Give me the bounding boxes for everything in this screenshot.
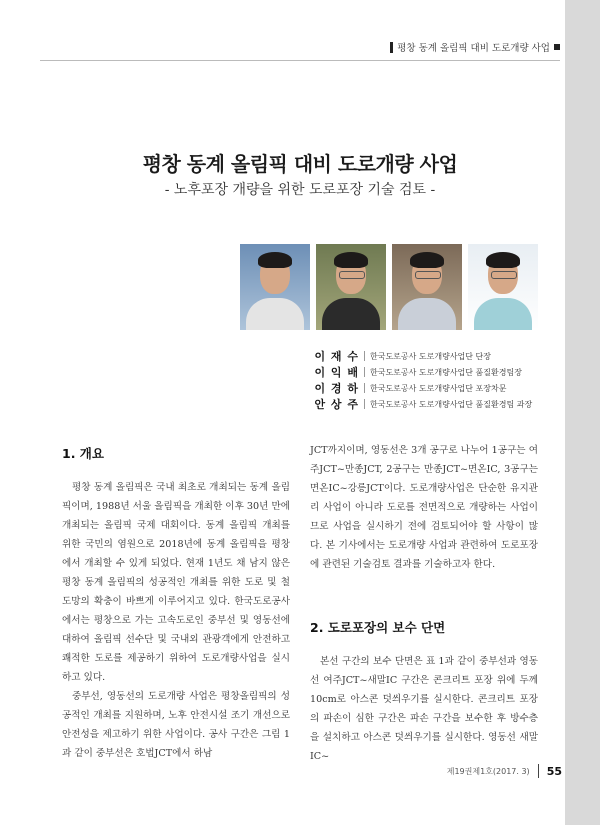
issue-label: 제19권제1호(2017. 3) [446, 766, 530, 776]
running-header [390, 40, 560, 54]
author-name: 이 경 하 [314, 382, 359, 395]
body-paragraph: JCT까지이며, 영동선은 3개 공구로 나누어 1공구는 여주JCT~만종JCT, 2공구는 만종JCT~면온IC, 3공구는 면온IC~강릉JCT이다. 도로개량사업은 단순한 유지관리 사업이 아니라 도로를 전면적으로 개량하는 사업이므로 사업을 실시하기 전에 검토되어야 할 사항이 많다. 본 기사에서는 도로개량 사업과 관련하여 도로포장에 관련된 기술검토 결과를 기술하고자 한다. [310, 445, 538, 570]
author-photo [240, 244, 310, 330]
section-1-heading: 1. 개요 [62, 446, 104, 461]
author-separator [364, 399, 365, 409]
page-number: 55 [546, 764, 562, 778]
section-2-heading: 2. 도로포장의 보수 단면 [310, 620, 446, 635]
author-separator [364, 367, 365, 377]
author-photo [392, 244, 462, 330]
author-affiliation: 한국도로공사 도로개량사업단 품질환경팀 과장 [370, 399, 533, 409]
author-list [314, 348, 532, 412]
side-margin-strip [565, 0, 600, 825]
author-affiliation: 한국도로공사 도로개량사업단 품질환경팀장 [370, 367, 522, 377]
page-footer [447, 763, 562, 779]
body-paragraph: 평창 동계 올림픽은 국내 최초로 개최되는 동계 올림픽이며, 1988년 서울 올림픽을 개최한 이후 30년 만에 개최되는 올림픽 국제 대회이다. 동계 올림픽 개최를 위한 국민의 염원으로 2018년에 동계 올림픽을 평창에서 개최할 수 있게 되었다. 현재 1년도 채 남지 않은 평창 동계 올림픽의 성공적인 개최를 위한 도로 및 철도망의 확충이 바쁘게 이루어지고 있다. 한국도로공사에서는 평창으로 가는 고속도로인 중부선 및 영동선에 대하여 올림픽 선수단 및 국내외 관광객에게 안전하고 쾌적한 도로를 제공하기 위하여 도로개량사업을 실시하고 있다. [62, 482, 290, 683]
header-bar-marker [390, 42, 393, 53]
section-1-body [62, 478, 290, 763]
author-row [314, 348, 532, 364]
author-name: 이 재 수 [314, 350, 359, 363]
body-paragraph: 본선 구간의 보수 단면은 표 1과 같이 중부선과 영동선 여주JCT~새말IC 구간은 콘크리트 포장 위에 두께 10cm로 아스콘 덧씌우기를 실시한다. 콘크리트 포장의 파손이 심한 구간은 파손 구간을 보수한 후 방수층을 설치하고 아스콘 덧씌우기를 실시한다. 영동선 새말IC~ [310, 656, 538, 762]
article-subtitle: - 노후포장 개량을 위한 도로포장 기술 검토 - [164, 182, 436, 198]
body-paragraph: 중부선, 영동선의 도로개량 사업은 평창올림픽의 성공적인 개최를 지원하며, 노후 안전시설 조기 개선으로 안전성을 제고하기 위한 사업이다. 공사 구간은 그림 1과 같이 중부선은 호법JCT에서 하남 [62, 691, 290, 759]
author-row [314, 396, 532, 412]
author-separator [364, 383, 365, 393]
author-name: 안 상 주 [314, 398, 359, 411]
author-separator [364, 351, 365, 361]
footer-divider [538, 764, 539, 778]
header-rule [40, 60, 560, 61]
header-square-marker [554, 44, 560, 50]
author-row [314, 380, 532, 396]
article-title: 평창 동계 올림픽 대비 도로개량 사업 [142, 152, 458, 176]
author-affiliation: 한국도로공사 도로개량사업단 포장차문 [370, 383, 507, 393]
author-photos [240, 244, 538, 330]
author-name: 이 익 배 [314, 366, 359, 379]
author-row [314, 364, 532, 380]
author-affiliation: 한국도로공사 도로개량사업단 단장 [370, 351, 492, 361]
column-2-continuation [310, 441, 538, 574]
author-photo [316, 244, 386, 330]
section-2-body [310, 652, 538, 766]
running-header-text: 평창 동계 올림픽 대비 도로개량 사업 [397, 43, 550, 54]
author-photo [468, 244, 538, 330]
